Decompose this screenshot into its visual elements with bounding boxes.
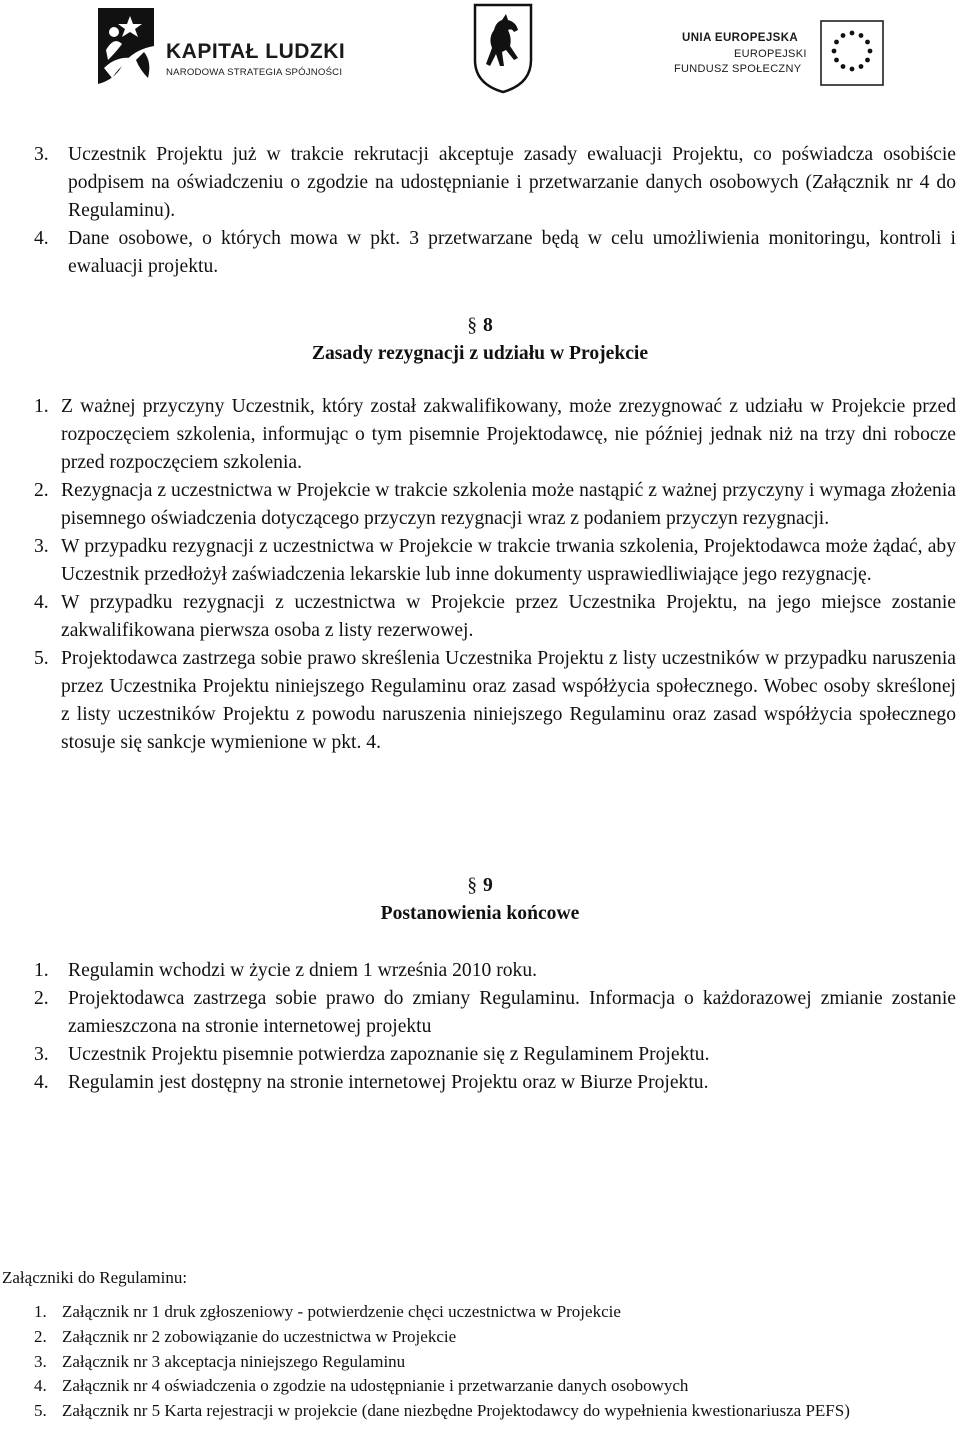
list-item-text: W przypadku rezygnacji z uczestnictwa w Projekcie w trakcie trwania szkolenia, Projektodawca może żądać, aby Uczestnik przedłożył zaświadczenia lekarskie lub inne dokumenty usprawiedliwiające jego rezygnację. xyxy=(61,536,956,585)
list-item xyxy=(34,1041,956,1069)
list-item-number: 1. xyxy=(34,396,49,417)
list-item-number: 3. xyxy=(34,1351,47,1371)
paragraph-symbol: § xyxy=(467,315,477,336)
list-item xyxy=(34,957,956,985)
list-item-number: 1. xyxy=(34,960,49,981)
list-item-number: 5. xyxy=(34,648,49,669)
list-item-text: Dane osobowe, o których mowa w pkt. 3 przetwarzane będą w celu umożliwienia monitoringu, kontroli i ewaluacji projektu. xyxy=(68,228,956,277)
list-item-number: 3. xyxy=(34,144,49,165)
list-item-text: Uczestnik Projektu już w trakcie rekrutacji akceptuje zasady ewaluacji Projektu, co poświadcza osobiście podpisem na oświadczeniu o zgodzie na udostępnianie i przetwarzanie danych osobowych (Załącznik nr 4 do Regulaminu). xyxy=(68,144,956,221)
list-item-text: Załącznik nr 1 druk zgłoszeniowy - potwierdzenie chęci uczestnictwa w Projekcie xyxy=(62,1302,621,1321)
section-8-title: Zasady rezygnacji z udziału w Projekcie xyxy=(311,343,649,364)
list-item-text: Załącznik nr 3 akceptacja niniejszego Regulaminu xyxy=(62,1351,406,1371)
list-item xyxy=(34,645,956,757)
list-item-text: Z ważnej przyczyny Uczestnik, który został zakwalifikowany, może zrezygnować z udziału w Projekcie przed rozpoczęciem szkolenia, informując o tym pisemnie Projektodawcę, nie później jednak niż na trzy dni robocze przed rozpoczęciem szkolenia. xyxy=(61,396,956,473)
list-item xyxy=(34,1350,956,1375)
list-item-text: Projektodawca zastrzega sobie prawo skreślenia Uczestnika Projektu z listy uczestników w przypadku naruszenia przez Uczestnika Projektu niniejszego Regulaminu oraz zasad współżycia społecznego. Wobec osoby skreślonej z listy uczestników Projektu z powodu naruszenia niniejszego Regulaminu oraz zasad współżycia społecznego stosuje się sankcje wymienione w pkt. 4. xyxy=(61,648,956,753)
list-item-text: Uczestnik Projektu pisemnie potwierdza zapoznanie się z Regulaminem Projektu. xyxy=(68,1044,710,1065)
list-item-number: 1. xyxy=(34,1302,47,1321)
list-item-text: Rezygnacja z uczestnictwa w Projekcie w trakcie szkolenia może nastąpić z ważnej przyczyny i wymaga złożenia pisemnego oświadczenia dotyczącego przyczyn rezygnacji wraz z podaniem przyczyn rezygnacji. xyxy=(61,480,956,529)
eu-logo-line-3: FUNDUSZ SPOŁECZNY xyxy=(674,63,802,75)
kapital-ludzki-subtitle: NARODOWA STRATEGIA SPÓJNOŚCI xyxy=(166,67,343,78)
list-item xyxy=(34,1374,956,1399)
section-number: 8 xyxy=(483,315,493,336)
list-item-number: 4. xyxy=(34,1072,49,1093)
section-number: 9 xyxy=(483,875,493,896)
list-item xyxy=(34,1325,956,1350)
section-top-list xyxy=(34,141,956,281)
list-item-number: 2. xyxy=(34,480,49,501)
horse-coat-of-arms-icon xyxy=(472,2,534,94)
section-9-number xyxy=(0,872,960,900)
list-item-number: 3. xyxy=(34,536,49,557)
list-item-number: 5. xyxy=(34,1401,47,1421)
list-item xyxy=(34,141,956,225)
section-8-number xyxy=(0,312,960,340)
eu-logo-line-1: UNIA EUROPEJSKA xyxy=(682,32,799,44)
list-item-number: 2. xyxy=(34,1326,47,1346)
list-item-number: 4. xyxy=(34,1376,47,1396)
kapital-ludzki-logo xyxy=(92,6,362,92)
list-item-number: 4. xyxy=(34,228,49,249)
eu-flag-icon xyxy=(820,20,884,86)
section-9-list xyxy=(34,957,956,1097)
list-item xyxy=(34,985,956,1041)
paragraph-symbol: § xyxy=(467,875,477,896)
kapital-ludzki-title: KAPITAŁ LUDZKI xyxy=(166,40,346,63)
list-item xyxy=(34,393,956,477)
list-item-text: W przypadku rezygnacji z uczestnictwa w Projekcie przez Uczestnika Projektu, na jego miejsce zostanie zakwalifikowana pierwsza osoba z listy rezerwowej. xyxy=(61,592,956,641)
list-item-number: 3. xyxy=(34,1044,49,1065)
list-item xyxy=(34,589,956,645)
list-item-text: Załącznik nr 2 zobowiązanie do uczestnictwa w Projekcie xyxy=(62,1326,457,1346)
list-item-number: 4. xyxy=(34,592,49,613)
list-item xyxy=(34,477,956,533)
list-item-text: Załącznik nr 5 Karta rejestracji w projekcie (dane niezbędne Projektodawcy do wypełnienia kwestionariusza PEFS) xyxy=(62,1401,850,1421)
list-item-text: Załącznik nr 4 oświadczenia o zgodzie na udostępnianie i przetwarzanie danych osobowych xyxy=(62,1376,689,1396)
document-header xyxy=(0,0,960,100)
list-item-number: 2. xyxy=(34,988,49,1009)
attachments-title: Załączniki do Regulaminu: xyxy=(2,1268,188,1287)
attachments-list xyxy=(34,1300,956,1424)
list-item xyxy=(34,1399,956,1424)
list-item-text: Regulamin jest dostępny na stronie internetowej Projektu oraz w Biurze Projektu. xyxy=(68,1072,709,1093)
eu-logo-line-2: EUROPEJSKI xyxy=(734,48,807,60)
list-item-text: Projektodawca zastrzega sobie prawo do zmiany Regulaminu. Informacja o każdorazowej zmianie zostanie zamieszczona na stronie internetowej projektu xyxy=(68,988,956,1037)
list-item xyxy=(34,1069,956,1097)
section-9-title: Postanowienia końcowe xyxy=(380,903,580,924)
list-item xyxy=(34,533,956,589)
list-item xyxy=(34,225,956,281)
section-8-list xyxy=(34,393,956,757)
eu-efs-logo xyxy=(672,20,888,90)
list-item-text: Regulamin wchodzi w życie z dniem 1 września 2010 roku. xyxy=(68,960,538,981)
list-item xyxy=(34,1300,956,1325)
kapital-ludzki-emblem-icon xyxy=(92,6,158,86)
